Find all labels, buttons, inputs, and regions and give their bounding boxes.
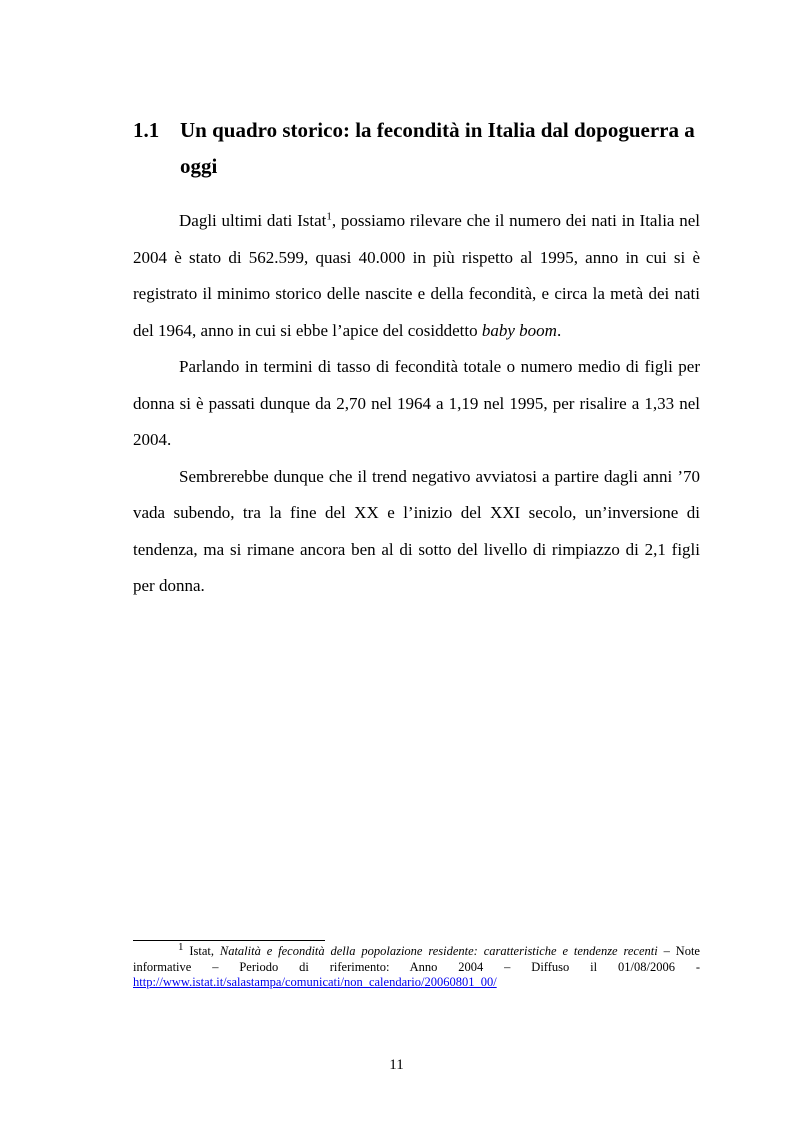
paragraph-2: Parlando in termini di tasso di fecondità totale o numero medio di figli per donna si è passati dunque da 2,70 nel 1964 a 1,19 nel 1995, per risalire a 1,33 nel 2004. <box>133 357 700 449</box>
footnote-source: Istat, <box>183 944 220 958</box>
section-number: 1.1 <box>133 118 160 142</box>
page-number: 11 <box>389 1057 404 1073</box>
paragraph-1-start: Dagli ultimi dati Istat <box>179 211 327 230</box>
footnote-title: Natalità e fecondità della popolazione residente: caratteristiche e tendenze recenti <box>219 944 658 958</box>
footnote-separator <box>133 940 325 941</box>
footnote-marker: 1 <box>178 940 184 953</box>
paragraph-1-end: . <box>556 320 562 340</box>
footnote-text <box>133 940 700 991</box>
paragraph-1-emphasis: baby boom <box>481 320 557 340</box>
body-text <box>133 203 700 605</box>
section-heading <box>133 112 703 184</box>
paragraph-1 <box>133 203 700 349</box>
paragraph-3: Sembrerebbe dunque che il trend negativo avviatosi a partire dagli anni ’70 vada subendo, tra la fine del XX e l’inizio del XXI secolo, un’inversione di tendenza, ma si rimane ancora ben al di sotto del livello di rimpiazzo di 2,1 figli per donna. <box>133 466 700 595</box>
footnote <box>133 940 700 991</box>
footnote-link[interactable]: http://www.istat.it/salastampa/comunicati/non_calendario/20060801_00/ <box>133 975 497 989</box>
footnote-reference[interactable]: 1 <box>326 210 332 223</box>
section-title: Un quadro storico: la fecondità in Italia dal dopoguerra a oggi <box>180 118 695 178</box>
paragraph-1-body: , possiamo rilevare che il numero dei nati in Italia nel 2004 è stato di 562.599, quasi 40.000 in più rispetto al 1995, anno in cui si è registrato il minimo storico delle nascite e della fecondità, e circa la metà dei nati del 1964, anno in cui si ebbe l’apice del cosiddetto <box>133 211 700 340</box>
footnote-details: – Note informative – Periodo di riferimento: Anno 2004 – Diffuso il 01/08/2006 - <box>133 944 700 974</box>
